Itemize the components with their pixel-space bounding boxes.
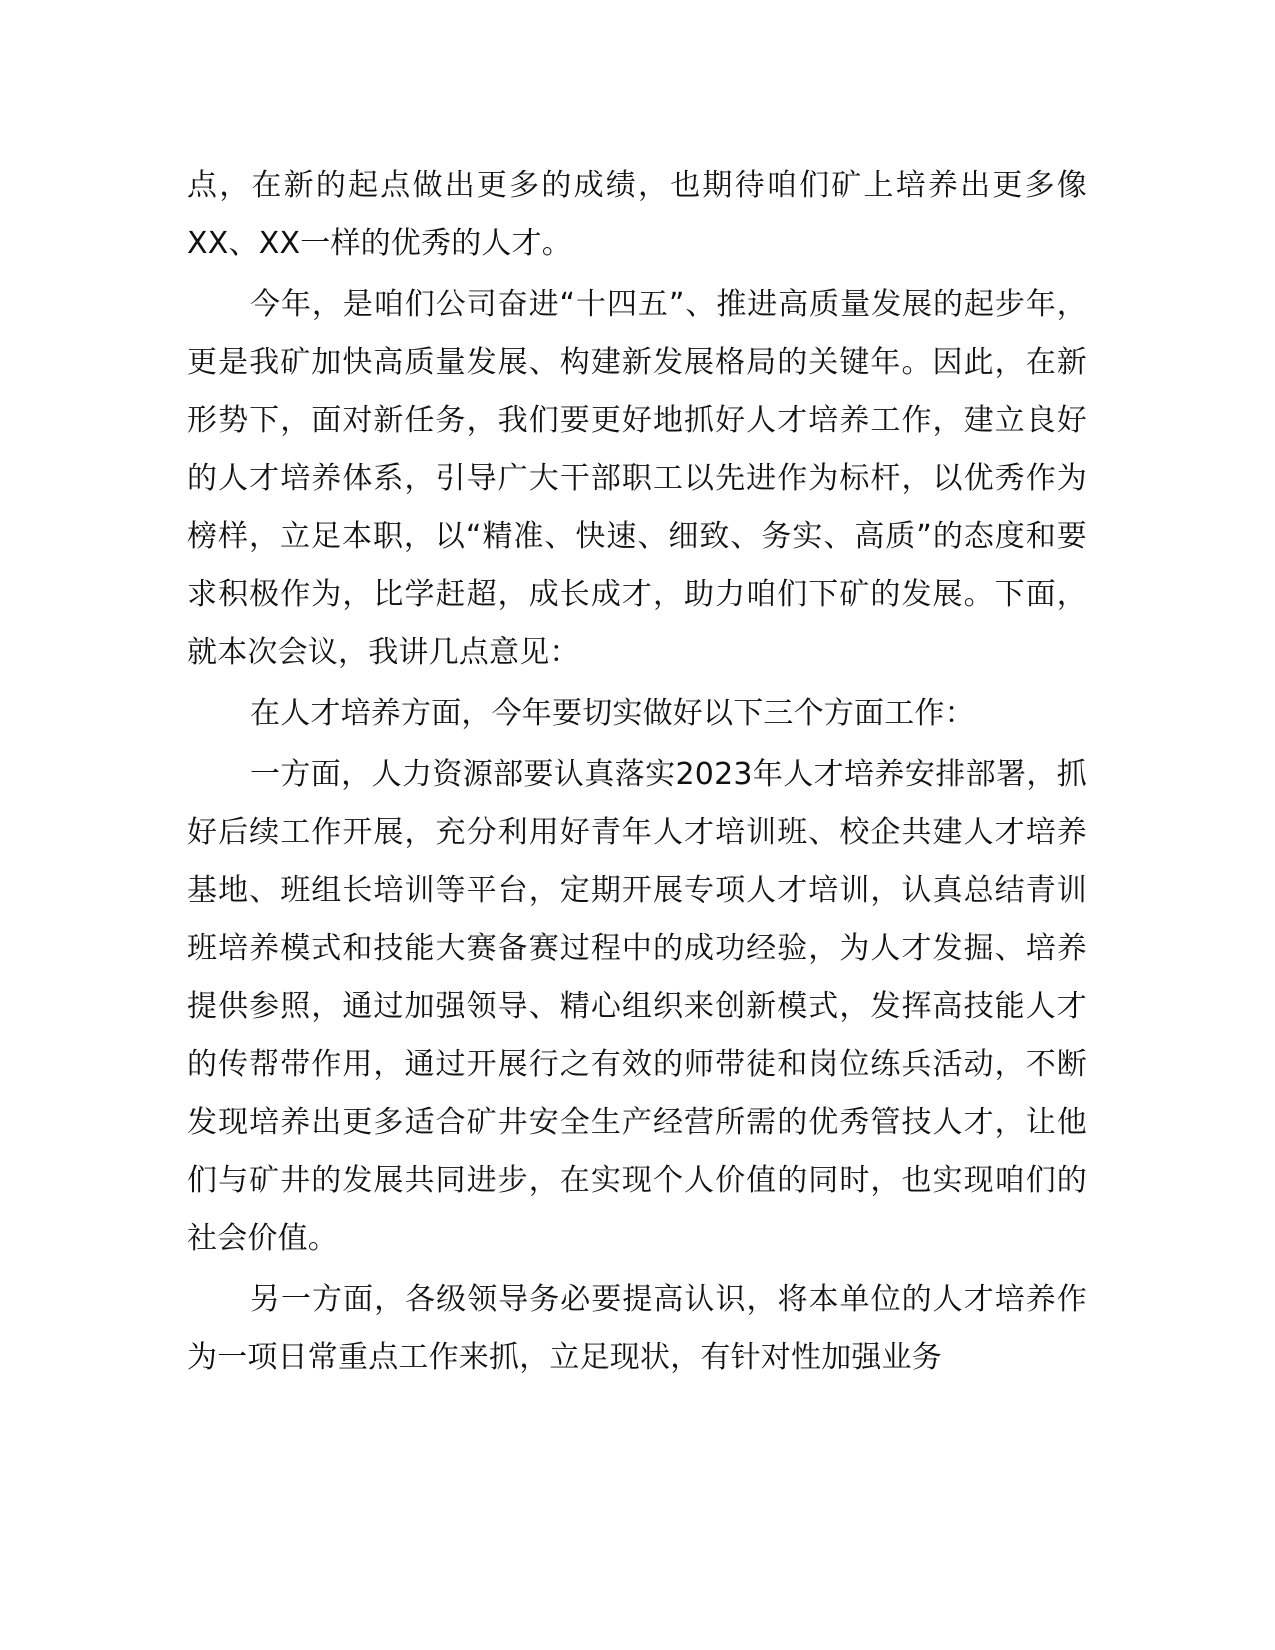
paragraph-5: 另一方面，各级领导务必要提高认识，将本单位的人才培养作为一项日常重点工作来抓，立足现状，有针对性加强业务 bbox=[187, 1282, 1087, 1375]
paragraph-3: 在人才培养方面，今年要切实做好以下三个方面工作： bbox=[250, 696, 975, 731]
paragraph-1: 点，在新的起点做出更多的成绩，也期待咱们矿上培养出更多像XX、XX一样的优秀的人才。 bbox=[187, 168, 1087, 261]
paragraph-4: 一方面，人力资源部要认真落实2023年人才培养安排部署，抓好后续工作开展，充分利用好青年人才培训班、校企共建人才培养基地、班组长培训等平台，定期开展专项人才培训，认真总结青训班培养模式和技能大赛备赛过程中的成功经验，为人才发掘、培养提供参照，通过加强领导、精心组织来创新模式，发挥高技能人才的传帮带作用，通过开展行之有效的师带徒和岗位练兵活动，不断发现培养出更多适合矿井安全生产经营所需的优秀管技人才，让他们与矿井的发展共同进步，在实现个人价值的同时，也实现咱们的社会价值。 bbox=[187, 757, 1087, 1256]
paragraph-2: 今年，是咱们公司奋进“十四五”、推进高质量发展的起步年，更是我矿加快高质量发展、构建新发展格局的关键年。因此，在新形势下，面对新任务，我们要更好地抓好人才培养工作，建立良好的人才培养体系，引导广大干部职工以先进作为标杆，以优秀作为榜样，立足本职，以“精准、快速、细致、务实、高质”的态度和要求积极作为，比学赶超，成长成才，助力咱们下矿的发展。下面，就本次会议，我讲几点意见： bbox=[187, 287, 1087, 670]
document-body bbox=[187, 157, 1087, 1390]
